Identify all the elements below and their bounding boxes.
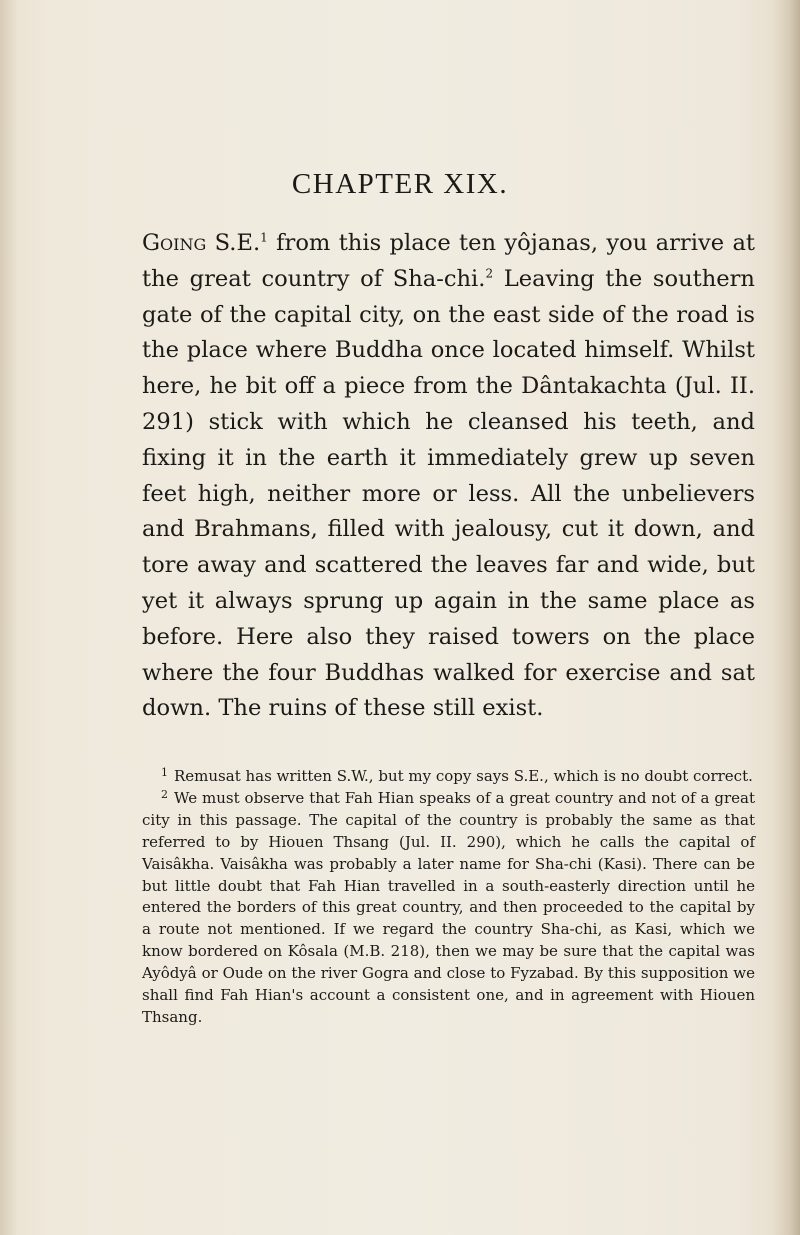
footnote-ref-2: 2 — [485, 266, 494, 281]
lead-word: Going — [142, 230, 207, 256]
paragraph-part-2: from this place ten yôjanas, you arrive at the great country of Sha-chi. — [142, 230, 755, 292]
footnote-1 — [142, 766, 755, 788]
footnote-text-1: Remusat has written S.W., but my copy says S.E., which is no doubt correct. — [174, 767, 753, 785]
main-paragraph — [142, 226, 755, 727]
footnotes — [142, 766, 755, 1029]
paragraph-part-3: Leaving the southern gate of the capital city, on the east side of the road is the place where Buddha once located himself. Whilst here, he bit off a piece from the Dântakachta (Jul. II. 291) stick with which he cleansed his teeth, and fixing it in the earth it immediately grew up seven feet high, neither more or less. All the unbelievers and Brahmans, filled with jealousy, cut it down, and tore away and scattered the leaves far and wide, but yet it always sprung up again in the same place as before. Here also they raised towers on the place where the four Buddhas walked for exercise and sat down. The ruins of these still exist. — [142, 265, 755, 722]
footnote-ref-1: 1 — [260, 230, 268, 245]
footnote-mark-1: 1 — [161, 766, 168, 780]
footnote-text-2: We must observe that Fah Hian speaks of a great country and not of a great city in this passage. The capital of the country is probably the same as that referred to by Hiouen Thsang (Jul. II. 290), which he calls the capital of Vaisâkha. Vaisâkha was probably a later name for Sha-chi (Kasi). There can be but little doubt that Fah Hian travelled in a south-easterly direction until he entered the borders of this great country, and then proceeded to the capital by a route not mentioned. If we regard the country Sha-chi, as Kasi, which we know bordered on Kôsala (M.B. 218), then we may be sure that the capital was Ayôdyâ or Oude on the river Gogra and close to Fyzabad. By this supposition we shall find Fah Hian's account a consistent one, and in agreement with Hiouen Thsang. — [142, 788, 755, 1026]
footnote-2 — [142, 788, 755, 1029]
chapter-heading: CHAPTER XIX. — [291, 168, 509, 200]
paragraph-part-1: S.E. — [206, 230, 261, 256]
footnote-mark-2: 2 — [161, 787, 168, 801]
